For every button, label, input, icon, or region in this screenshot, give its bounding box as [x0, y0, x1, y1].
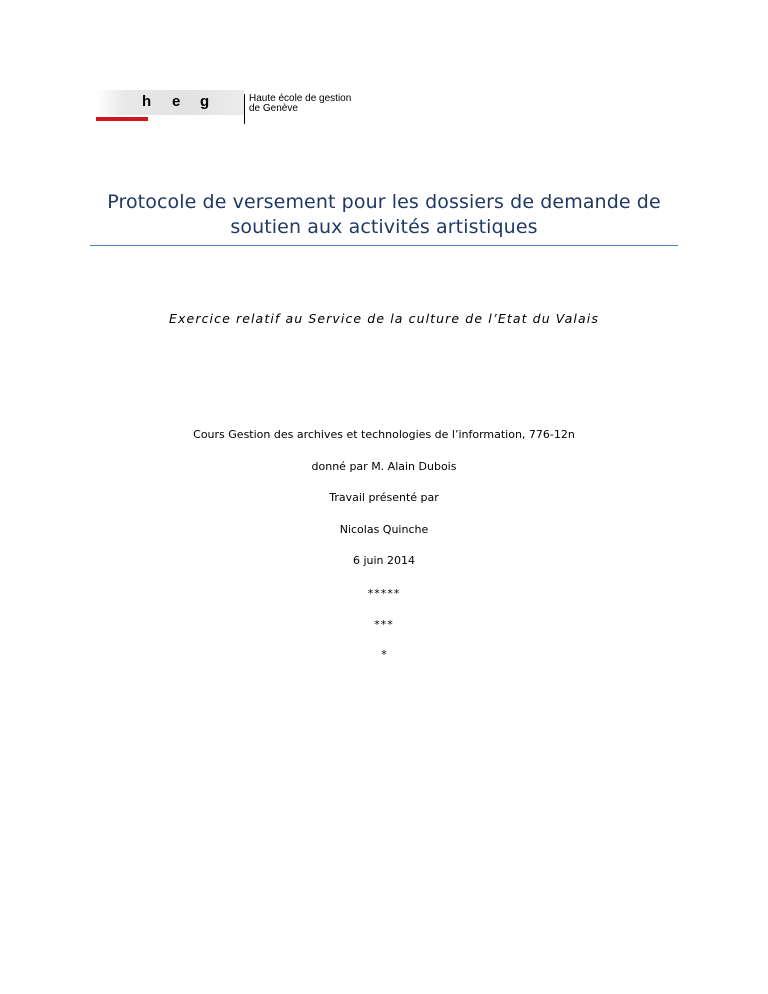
presented-by-line: Travail présenté par [329, 491, 439, 504]
school-name [249, 94, 351, 114]
heg-logo [96, 90, 352, 126]
document-subtitle: Exercice relatif au Service de la culture de l’Etat du Valais [169, 311, 599, 326]
logo-red-bar [96, 117, 148, 121]
separator-stars-1: * [381, 648, 387, 661]
title-underline [90, 245, 678, 246]
author-name: Nicolas Quinche [339, 523, 429, 536]
document-date: 6 juin 2014 [352, 554, 416, 567]
separator-stars-5: ***** [367, 587, 401, 600]
logo-letter-e: e [172, 93, 181, 110]
school-name-line2: de Genève [249, 103, 298, 114]
course-line: Cours Gestion des archives et technologies de l’information, 776-12n [193, 428, 575, 441]
school-name-line1: Haute école de gestion [249, 93, 352, 104]
logo-letter-g: g [200, 93, 210, 110]
logo-divider [244, 94, 245, 124]
separator-stars-3: *** [374, 618, 394, 631]
logo-band [96, 90, 244, 115]
teacher-line: donné par M. Alain Dubois [311, 460, 457, 473]
document-title: Protocole de versement pour les dossiers de demande de soutien aux activités artistiques [107, 191, 661, 238]
logo-letter-h: h [142, 93, 152, 110]
